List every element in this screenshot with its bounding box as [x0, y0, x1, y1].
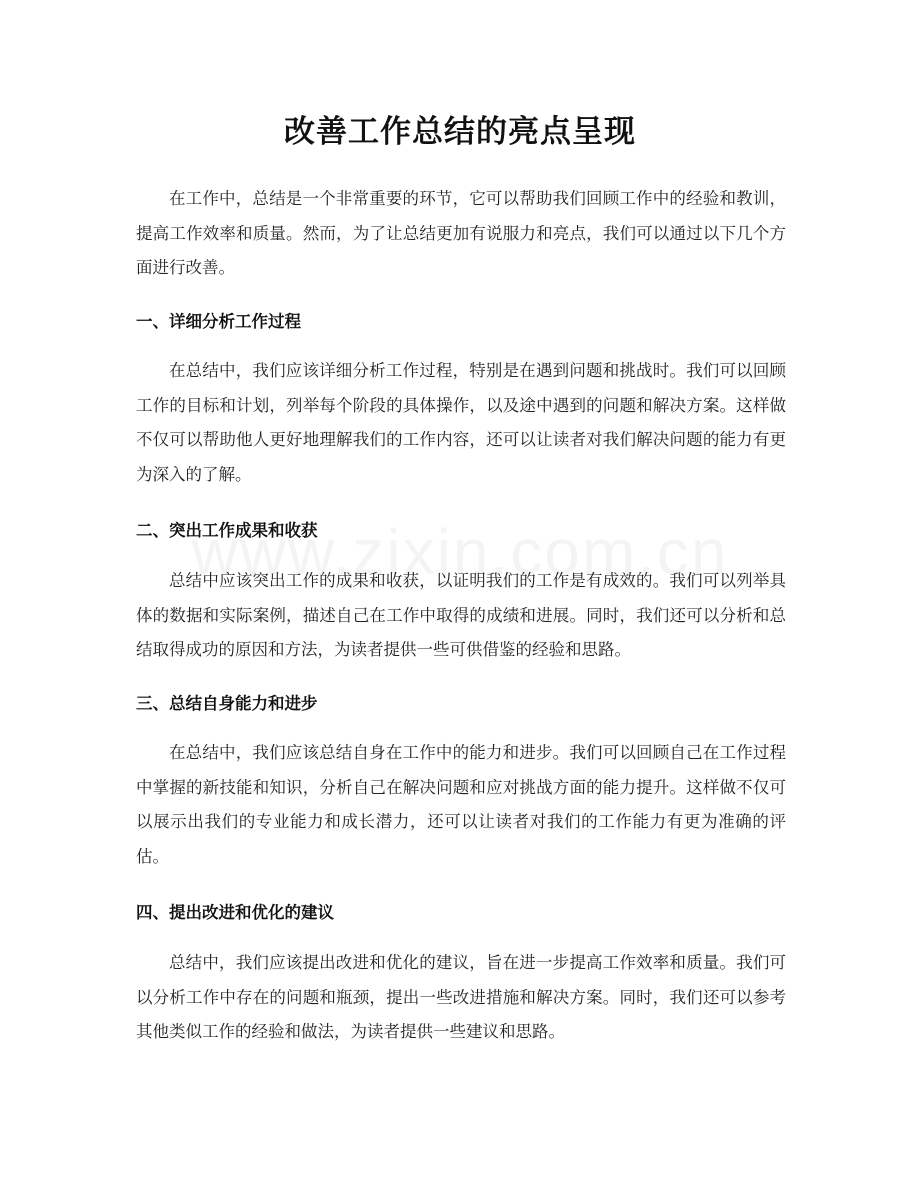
intro-paragraph: 在工作中，总结是一个非常重要的环节，它可以帮助我们回顾工作中的经验和教训，提高工作效率和质量。然而，为了让总结更加有说服力和亮点，我们可以通过以下几个方面进行改善。	[136, 189, 786, 277]
section-body-1: 在总结中，我们应该详细分析工作过程，特别是在遇到问题和挑战时。我们可以回顾工作的目标和计划，列举每个阶段的具体操作，以及途中遇到的问题和解决方案。这样做不仅可以帮助他人更好地理解我们的工作内容，还可以让读者对我们解决问题的能力有更为深入的了解。	[136, 361, 786, 484]
section-heading-1: 一、详细分析工作过程	[136, 312, 301, 331]
section-heading-4: 四、提出改进和优化的建议	[136, 903, 334, 922]
section-body-3: 在总结中，我们应该总结自身在工作中的能力和进步。我们可以回顾自己在工作过程中掌握的新技能和知识，分析自己在解决问题和应对挑战方面的能力提升。这样做不仅可以展示出我们的专业能力和成长潜力，还可以让读者对我们的工作能力有更为准确的评估。	[136, 743, 786, 866]
section-heading-2: 二、突出工作成果和收获	[136, 521, 318, 540]
section-heading-3: 三、总结自身能力和进步	[136, 694, 318, 713]
section-body-4: 总结中，我们应该提出改进和优化的建议，旨在进一步提高工作效率和质量。我们可以分析工作中存在的问题和瓶颈，提出一些改进措施和解决方案。同时，我们还可以参考其他类似工作的经验和做法，为读者提供一些建议和思路。	[136, 953, 786, 1041]
document-title: 改善工作总结的亮点呈现	[284, 114, 636, 150]
section-body-2: 总结中应该突出工作的成果和收获，以证明我们的工作是有成效的。我们可以列举具体的数据和实际案例，描述自己在工作中取得的成绩和进展。同时，我们还可以分析和总结取得成功的原因和方法，为读者提供一些可供借鉴的经验和思路。	[136, 571, 786, 659]
